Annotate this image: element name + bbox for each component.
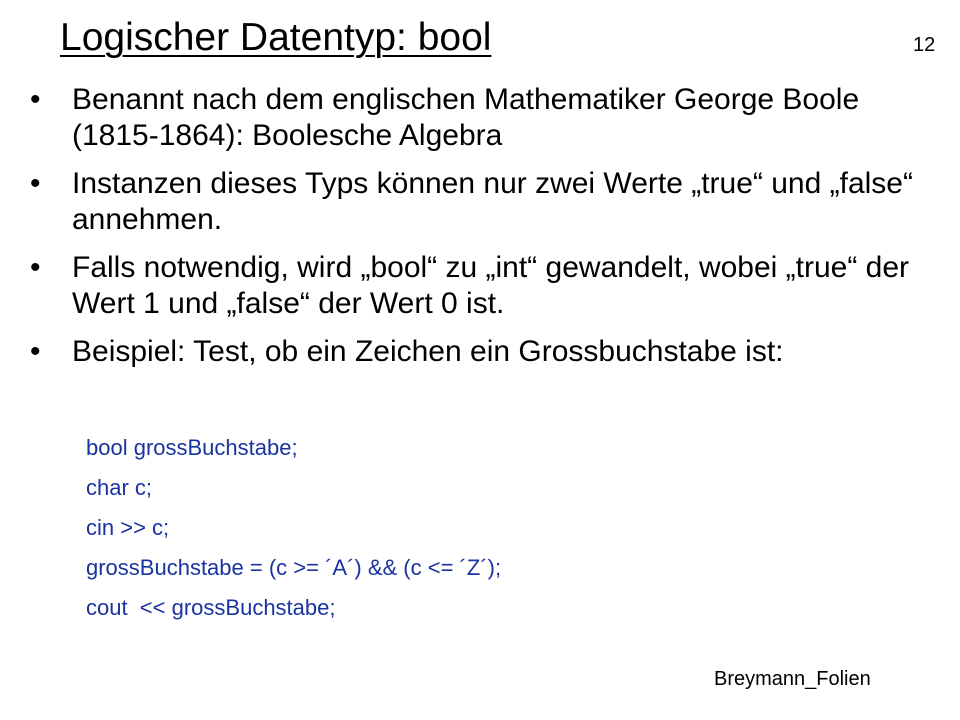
code-block [86,428,501,628]
footer-credit: Breymann_Folien [714,668,871,690]
bullet-marker: • [30,251,41,284]
code-line: bool grossBuchstabe; [86,435,298,460]
code-line: cin >> c; [86,515,170,540]
bullet-item [30,250,940,322]
bullet-item [30,166,940,238]
bullet-marker: • [30,167,41,200]
bullet-text: Falls notwendig, wird „bool“ zu „int“ gewandelt, wobei „true“ der Wert 1 und „false“ der Wert 0 ist. [72,251,910,320]
slide-title: Logischer Datentyp: bool [60,16,492,59]
bullet-text: Benannt nach dem englischen Mathematiker George Boole (1815-1864): Boolesche Algebra [72,83,860,152]
bullet-text: Instanzen dieses Typs können nur zwei Werte „true“ und „false“ annehmen. [72,167,913,236]
bullet-item [30,82,940,154]
bullet-marker: • [30,335,41,368]
page-number: 12 [913,34,936,56]
code-line: cout << grossBuchstabe; [86,595,336,620]
code-line: grossBuchstabe = (c >= ´A´) && (c <= ´Z´); [86,555,502,580]
bullet-item [30,334,940,370]
bullet-list [30,82,940,382]
code-line: char c; [86,475,153,500]
bullet-marker: • [30,83,41,116]
bullet-text: Beispiel: Test, ob ein Zeichen ein Grossbuchstabe ist: [72,335,784,368]
